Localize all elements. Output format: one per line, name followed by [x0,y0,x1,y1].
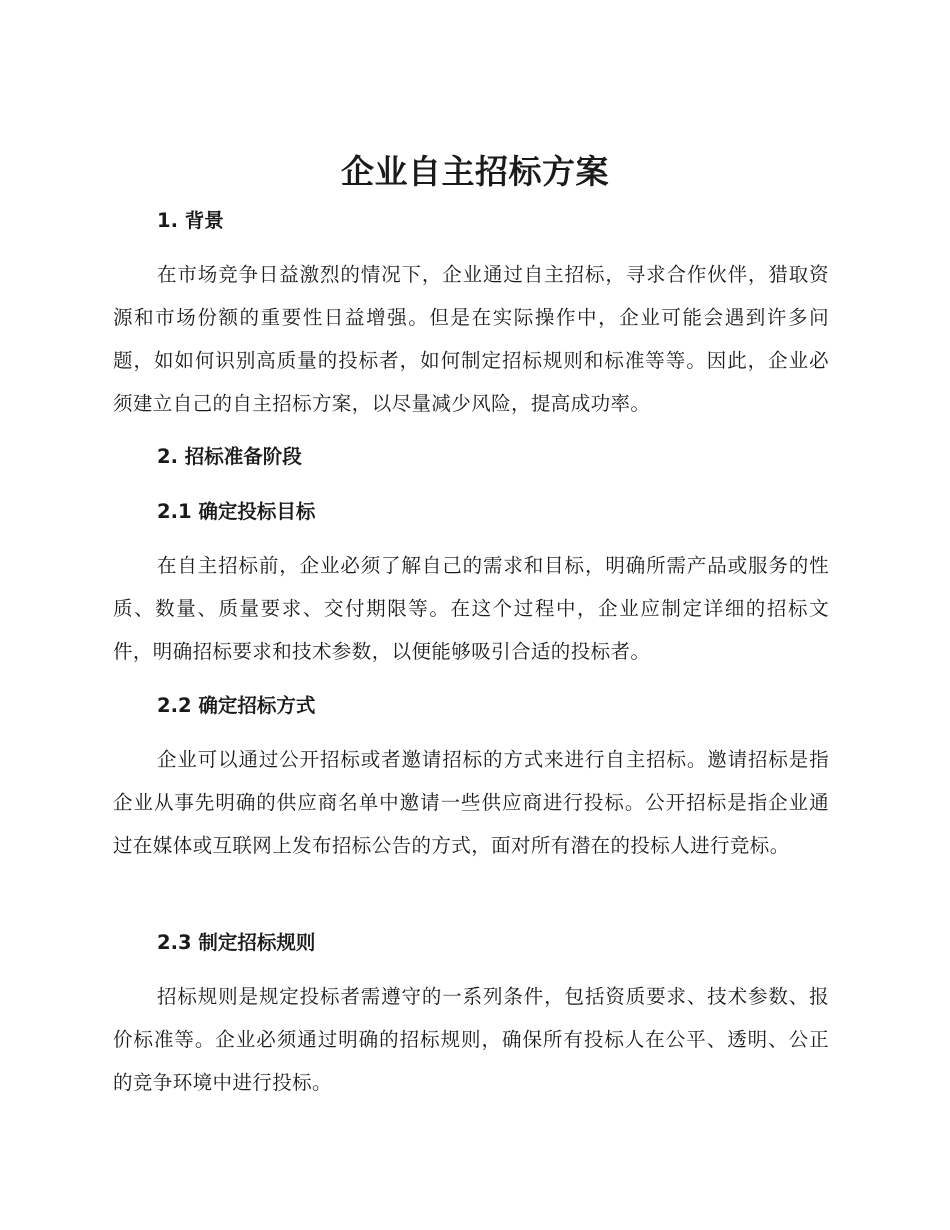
section-heading-background: 1. 背景 [157,209,224,232]
paragraph-2-2: 企业可以通过公开招标或者邀请招标的方式来进行自主招标。邀请招标是指企业从事先明确的供应商名单中邀请一些供应商进行投标。公开招标是指企业通过在媒体或互联网上发布招标公告的方式，面对所有潜在的投标人进行竞标。 [113,748,829,857]
section-heading-2-3: 2.3 制定招标规则 [157,931,316,954]
section-heading-2-1: 2.1 确定投标目标 [157,500,316,523]
paragraph-2-3: 招标规则是规定投标者需遵守的一系列条件，包括资质要求、技术参数、报价标准等。企业必须通过明确的招标规则，确保所有投标人在公平、透明、公正的竞争环境中进行投标。 [113,985,829,1094]
document-title: 企业自主招标方案 [341,152,609,191]
paragraph-background: 在市场竞争日益激烈的情况下，企业通过自主招标，寻求合作伙伴，猎取资源和市场份额的重要性日益增强。但是在实际操作中，企业可能会遇到许多问题，如如何识别高质量的投标者，如何制定招标规则和标准等等。因此，企业必须建立自己的自主招标方案，以尽量减少风险，提高成功率。 [113,263,829,415]
paragraph-2-1: 在自主招标前，企业必须了解自己的需求和目标，明确所需产品或服务的性质、数量、质量要求、交付期限等。在这个过程中，企业应制定详细的招标文件，明确招标要求和技术参数，以便能够吸引合适的投标者。 [113,554,829,663]
section-heading-2-2: 2.2 确定招标方式 [157,694,316,717]
section-heading-preparation: 2. 招标准备阶段 [157,445,302,468]
